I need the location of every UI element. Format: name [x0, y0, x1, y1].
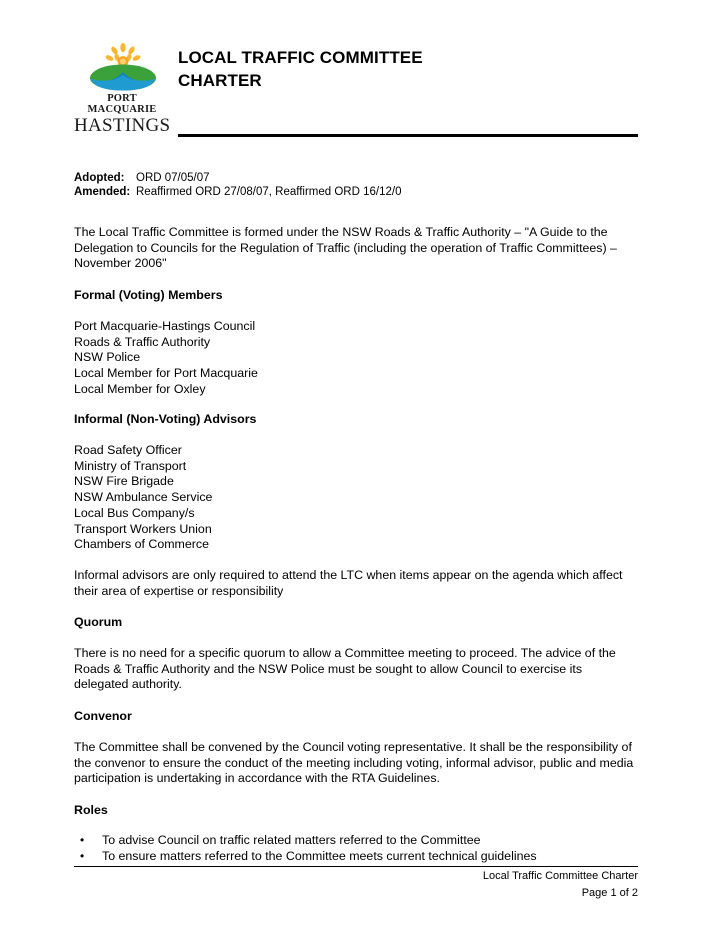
roles-list: [74, 832, 638, 865]
footer-document-name: Local Traffic Committee Charter: [482, 870, 638, 882]
list-item: Chambers of Commerce: [74, 537, 209, 552]
list-item: Port Macquarie-Hastings Council: [74, 318, 256, 333]
list-item: NSW Fire Brigade: [74, 474, 174, 489]
quorum-paragraph: There is no need for a specific quorum to allow a Committee meeting to proceed. The advice of the Roads & Traffic Authority and the NSW Police must be sought to allow Council to exercise its delegated authority.: [74, 646, 616, 692]
list-item: Local Member for Oxley: [74, 381, 206, 396]
spacer: [74, 725, 638, 740]
port-macquarie-hastings-emblem-icon: [88, 42, 158, 94]
amended-label: Amended:: [74, 186, 131, 198]
adopted-value: ORD 07/05/07: [136, 172, 210, 184]
heading-roles: Roles: [74, 802, 108, 817]
metadata-row-amended: [74, 185, 401, 199]
metadata-row-adopted: [74, 171, 401, 185]
list-item: Roads & Traffic Authority: [74, 334, 211, 349]
amended-value: Reaffirmed ORD 27/08/07, Reaffirmed ORD 16/12/0: [136, 186, 402, 198]
list-item: Road Safety Officer: [74, 443, 182, 458]
spacer: [74, 553, 638, 568]
formal-members-list: [74, 319, 638, 398]
spacer: [74, 819, 638, 832]
heading-convenor: Convenor: [74, 709, 132, 724]
footer-page-number: Page 1 of 2: [581, 886, 638, 899]
bullet-icon: •: [80, 849, 85, 864]
header-divider: [178, 134, 638, 137]
page-title-line-1: LOCAL TRAFFIC COMMITTEE: [178, 48, 423, 67]
intro-paragraph: The Local Traffic Committee is formed under the NSW Roads & Traffic Authority – "A Guide to the Delegation to Councils for the Regulation of Traffic (including the operation of Traffic Committees) – November 2006": [74, 225, 617, 271]
adopted-label: Adopted:: [74, 172, 125, 184]
heading-informal-advisors: Informal (Non-Voting) Advisors: [74, 412, 257, 427]
spacer: [74, 428, 638, 443]
informal-advisors-list: [74, 443, 638, 553]
list-item: Local Member for Port Macquarie: [74, 365, 258, 380]
council-wordmark: [74, 94, 170, 135]
convenor-paragraph: The Committee shall be convened by the Council voting representative. It shall be the responsibility of the convenor to ensure the conduct of the meeting including voting, informal advisor, public and media participation is undertaking in accordance with the RTA Guidelines.: [74, 739, 634, 786]
wordmark-line-2: HASTINGS: [74, 115, 171, 136]
document-footer: [74, 866, 638, 900]
informal-advisors-note: Informal advisors are only required to attend the LTC when items appear on the agenda which affect their area of expertise or responsibility: [74, 567, 623, 598]
footer-divider: [74, 866, 638, 867]
page-title: [178, 47, 618, 93]
list-item: Local Bus Company/s: [74, 505, 195, 520]
list-item: Transport Workers Union: [74, 521, 212, 536]
document-metadata: [74, 171, 401, 199]
heading-formal-members: Formal (Voting) Members: [74, 288, 223, 303]
council-logo: [74, 40, 170, 134]
document-header: [74, 40, 638, 140]
list-item: [74, 832, 638, 849]
page-title-line-2: CHARTER: [178, 70, 262, 90]
bullet-icon: •: [80, 832, 85, 847]
list-item-label: To ensure matters referred to the Committee meets current technical guidelines: [102, 849, 537, 864]
list-item: NSW Ambulance Service: [74, 490, 213, 505]
spacer: [74, 397, 638, 412]
list-item: [74, 848, 638, 865]
list-item: NSW Police: [74, 350, 141, 365]
document-body: [74, 225, 638, 865]
spacer: [74, 631, 638, 646]
list-item: Ministry of Transport: [74, 458, 187, 473]
heading-quorum: Quorum: [74, 615, 123, 630]
spacer: [74, 304, 638, 319]
list-item-label: To advise Council on traffic related matters referred to the Committee: [102, 832, 481, 847]
wordmark-line-1: PORT MACQUARIE: [87, 93, 157, 115]
